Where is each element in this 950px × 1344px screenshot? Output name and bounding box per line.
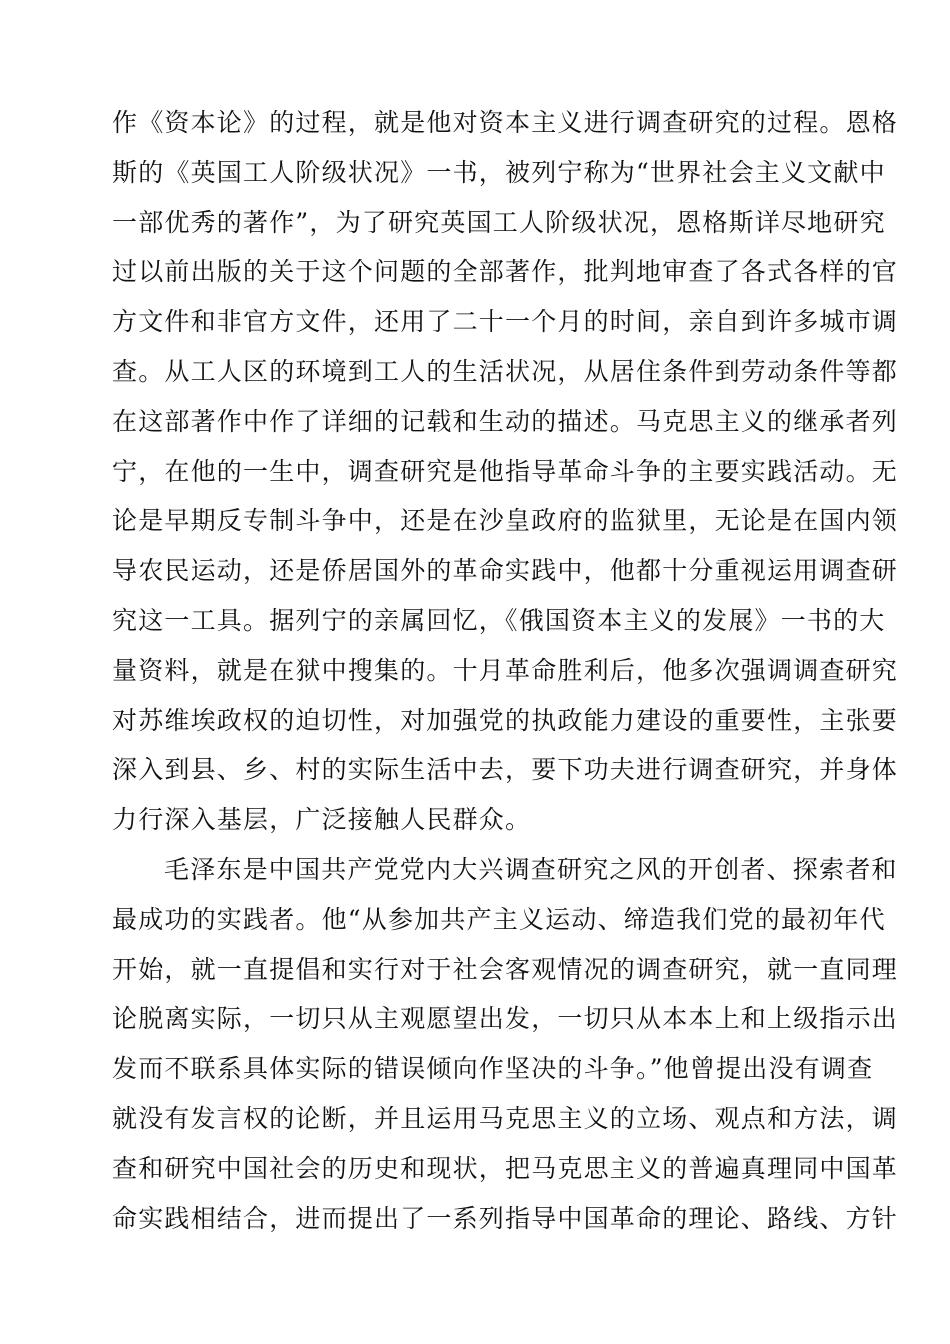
- text-line: 发而不联系具体实际的错误倾向作坚决的斗争。”他曾提出没有调查: [112, 1054, 874, 1084]
- body-text: [112, 98, 899, 1243]
- text-line: 查和研究中国社会的历史和现状，把马克思主义的普遍真理同中国革: [112, 1153, 899, 1183]
- text-line: 究这一工具。据列宁的亲属回忆，《俄国资本主义的发展》一书的大: [112, 605, 886, 635]
- paragraph-2: [112, 845, 899, 1243]
- text-line: 导农民运动，还是侨居国外的革命实践中，他都十分重视运用调查研: [112, 556, 899, 586]
- text-line: 查。从工人区的环境到工人的生活状况，从居住条件到劳动条件等都: [112, 356, 899, 386]
- text-line: 一部优秀的著作”，为了研究英国工人阶级状况，恩格斯详尽地研究: [112, 207, 886, 237]
- text-line: 深入到县、乡、村的实际生活中去，要下功夫进行调查研究，并身体: [112, 755, 899, 785]
- text-line: 过以前出版的关于这个问题的全部著作，批判地审查了各式各样的官: [112, 257, 899, 287]
- paragraph-1: [112, 98, 899, 845]
- text-line: 对苏维埃政权的迫切性，对加强党的执政能力建设的重要性，主张要: [112, 705, 899, 735]
- text-line: 力行深入基层，广泛接触人民群众。: [112, 805, 532, 835]
- text-line: 开始，就一直提倡和实行对于社会客观情况的调查研究，就一直同理: [112, 954, 899, 984]
- text-line: 作《资本论》的过程，就是他对资本主义进行调查研究的过程。恩格: [112, 108, 899, 137]
- text-line: 在这部著作中作了详细的记载和生动的描述。马克思主义的继承者列: [112, 406, 899, 436]
- text-line: 命实践相结合，进而提出了一系列指导中国革命的理论、路线、方针: [112, 1203, 899, 1233]
- text-line: 宁，在他的一生中，调查研究是他指导革命斗争的主要实践活动。无: [112, 456, 899, 486]
- text-line: 量资料，就是在狱中搜集的。十月革命胜利后，他多次强调调查研究: [112, 655, 899, 685]
- text-line: 论脱离实际，一切只从主观愿望出发，一切只从本本上和上级指示出: [112, 1004, 899, 1034]
- text-line: 斯的《英国工人阶级状况》一书，被列宁称为“世界社会主义文献中: [112, 157, 886, 187]
- text-line: 毛泽东是中国共产党党内大兴调查研究之风的开创者、探索者和: [164, 854, 898, 884]
- text-line: 最成功的实践者。他“从参加共产主义运动、缔造我们党的最初年代: [112, 904, 886, 934]
- text-line: 论是早期反专制斗争中，还是在沙皇政府的监狱里，无论是在国内领: [112, 506, 899, 536]
- text-line: 就没有发言权的论断，并且运用马克思主义的立场、观点和方法，调: [112, 1103, 899, 1133]
- text-line: 方文件和非官方文件，还用了二十一个月的时间，亲自到许多城市调: [112, 307, 899, 337]
